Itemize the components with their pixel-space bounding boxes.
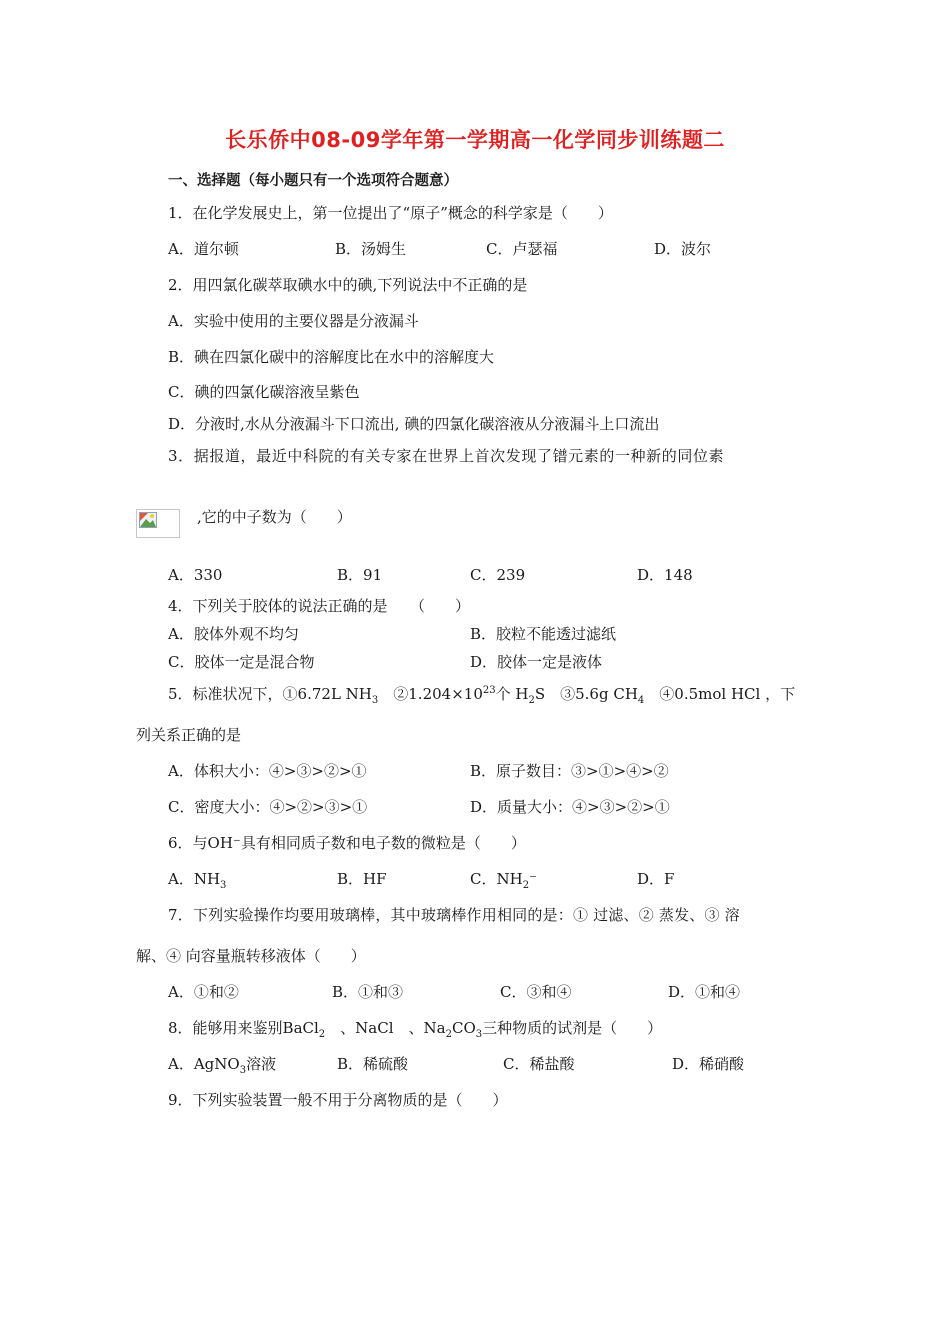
question-5-option-c: C．密度大小：④>②>③>① [168, 798, 368, 816]
question-5-option-a: A．体积大小：④>③>②>① [168, 762, 367, 780]
question-3-option-c: C．239 [470, 566, 526, 584]
question-7-stem-line1: 7．下列实验操作均要用玻璃棒，其中玻璃棒作用相同的是：① 过滤、② 蒸发、③ 溶 [168, 906, 740, 924]
question-3-option-a: A．330 [168, 566, 223, 584]
q8-sub-2: 2 [445, 1029, 452, 1040]
question-6-option-d: D．F [637, 870, 675, 888]
question-2-option-d: D．分液时,水从分液漏斗下口流出, 碘的四氯化碳溶液从分液漏斗上口流出 [168, 415, 660, 433]
question-4-stem: 4．下列关于胶体的说法正确的是 （ ） [168, 597, 471, 615]
question-6-option-c [470, 869, 537, 889]
q5-sub-3: 4 [637, 695, 645, 706]
question-1-option-a: A．道尔顿 [168, 240, 239, 258]
question-7-option-b: B．①和③ [332, 983, 404, 1001]
question-3-stem-line2: ,它的中子数为（ ） [197, 508, 352, 526]
question-7-option-d: D．①和④ [668, 983, 741, 1001]
q5-sub-1: 3 [371, 695, 379, 706]
q8-text-2: 、NaCl 、Na [325, 1019, 446, 1037]
question-8-option-b: B．稀硫酸 [337, 1055, 409, 1073]
q6-c-text: C．NH [470, 870, 523, 888]
question-7-option-c: C．③和④ [500, 983, 572, 1001]
question-6-stem: 6．与OH⁻具有相同质子数和电子数的微粒是（ ） [168, 834, 526, 852]
q8-a-text: A．AgNO [168, 1055, 240, 1073]
question-5-stem-line1 [168, 684, 795, 704]
q8-a-sub: 3 [239, 1065, 247, 1076]
question-5-option-b: B．原子数目：③>①>④>② [470, 762, 669, 780]
question-4-option-b: B．胶粒不能透过滤纸 [470, 625, 617, 643]
q8-text-4: 三种物质的试剂是（ ） [482, 1019, 663, 1037]
question-1-option-b: B．汤姆生 [335, 240, 407, 258]
question-4-option-c: C．胶体一定是混合物 [168, 653, 315, 671]
section-heading: 一、选择题（每小题只有一个选项符合题意） [168, 173, 458, 189]
question-7-option-a: A．①和② [168, 983, 239, 1001]
question-4-option-d: D．胶体一定是液体 [470, 653, 603, 671]
question-7-stem-line2: 解、④ 向容量瓶转移液体（ ） [136, 947, 366, 965]
image-placeholder-icon [139, 512, 157, 528]
question-3-option-d: D．148 [637, 566, 693, 584]
question-6-option-a [168, 869, 226, 889]
q5-text-3: 个 H [495, 685, 529, 703]
question-2-stem: 2．用四氯化碳萃取碘水中的碘,下列说法中不正确的是 [168, 276, 528, 294]
question-8-option-a [168, 1054, 276, 1074]
q8-text-1: 8．能够用来鉴别BaCl [168, 1019, 319, 1037]
q5-text-4: S ③5.6g CH [534, 685, 638, 703]
q8-a-suffix: 溶液 [246, 1055, 277, 1073]
question-1-stem: 1．在化学发展史上，第一位提出了“原子”概念的科学家是（ ） [168, 204, 613, 222]
question-1-option-c: C．卢瑟福 [486, 240, 558, 258]
question-2-option-b: B．碘在四氯化碳中的溶解度比在水中的溶解度大 [168, 348, 495, 366]
question-8-option-d: D．稀硝酸 [672, 1055, 745, 1073]
q6-a-sub: 3 [220, 880, 227, 891]
broken-image-icon [136, 509, 180, 538]
q8-sub-1: 2 [318, 1029, 326, 1040]
question-4-option-a: A．胶体外观不均匀 [168, 625, 299, 643]
q5-sup-1: 23 [482, 685, 496, 696]
q6-c-sub: 2 [522, 880, 530, 891]
question-1-option-d: D．波尔 [654, 240, 712, 258]
q5-text-1: 5．标准状况下，①6.72L NH [168, 685, 372, 703]
q5-sub-2: 2 [528, 695, 535, 706]
question-5-stem-line2: 列关系正确的是 [136, 726, 242, 744]
q8-sub-3: 3 [475, 1029, 483, 1040]
document-title: 长乐侨中08-09学年第一学期高一化学同步训练题二 [225, 128, 725, 152]
question-3-stem-line1: 3．据报道，最近中科院的有关专家在世界上首次发现了镨元素的一种新的同位素 [168, 447, 725, 465]
q5-text-5: ④0.5mol HCl ，下 [644, 685, 796, 703]
question-9-stem: 9．下列实验装置一般不用于分离物质的是（ ） [168, 1091, 508, 1109]
question-3-option-b: B．91 [337, 566, 383, 584]
question-2-option-c: C．碘的四氯化碳溶液呈紫色 [168, 383, 360, 401]
question-6-option-b: B．HF [337, 870, 387, 888]
question-8-option-c: C．稀盐酸 [503, 1055, 575, 1073]
q6-a-text: A．NH [168, 870, 221, 888]
question-8-stem [168, 1018, 662, 1038]
q6-c-charge: ⁻ [529, 870, 537, 888]
question-2-option-a: A．实验中使用的主要仪器是分液漏斗 [168, 312, 419, 330]
q8-text-3: CO [451, 1019, 476, 1037]
question-5-option-d: D．质量大小：④>③>②>① [470, 798, 670, 816]
q5-text-2: ②1.204×10 [378, 685, 483, 703]
